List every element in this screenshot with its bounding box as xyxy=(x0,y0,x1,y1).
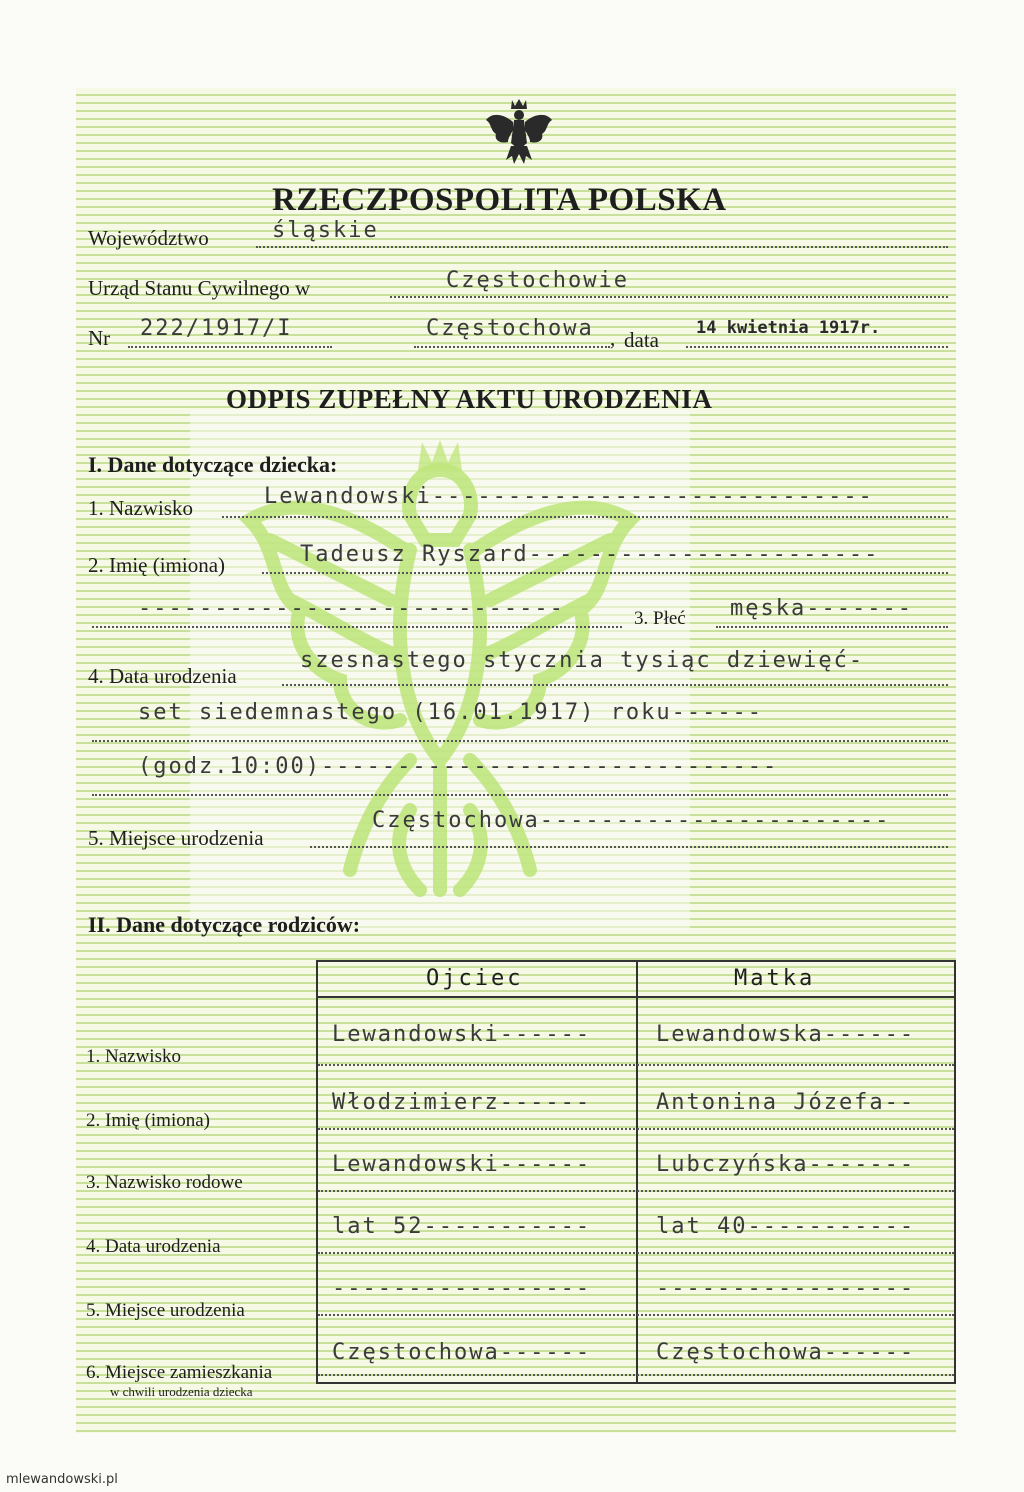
parent-maiden-name-label: 3. Nazwisko rodowe xyxy=(86,1172,243,1193)
table-row-dotted-line xyxy=(318,1374,954,1376)
date-label: data xyxy=(624,328,659,352)
mother-residence: Częstochowa------ xyxy=(656,1340,916,1365)
child-birth-date-line-2: set siedemnastego (16.01.1917) roku------ xyxy=(138,700,764,725)
mother-maiden-name: Lubczyńska------- xyxy=(656,1152,916,1177)
registry-office-dotted-line xyxy=(390,296,948,298)
parent-residence-note: w chwili urodzenia dziecka xyxy=(110,1384,253,1399)
parent-names-label: 2. Imię (imiona) xyxy=(86,1110,210,1131)
table-row-dotted-line xyxy=(318,1064,954,1066)
child-names-cont-dotted-line xyxy=(92,626,622,628)
mother-birth-place: ----------------- xyxy=(656,1276,916,1301)
voivodeship-dotted-line xyxy=(256,246,948,248)
child-birth-place-dotted-line xyxy=(310,846,948,848)
table-row-dotted-line xyxy=(318,1190,954,1192)
child-birth-date-dotted-line-3 xyxy=(92,794,948,796)
voivodeship-label: Województwo xyxy=(88,226,209,250)
table-row-dotted-line xyxy=(318,1128,954,1130)
child-birth-date-line-3: (godz.10:00)------------------------------ xyxy=(138,754,779,779)
country-title: RZECZPOSPOLITA POLSKA xyxy=(272,182,727,218)
father-birth-date: lat 52----------- xyxy=(332,1214,592,1239)
registry-office-label: Urząd Stanu Cywilnego w xyxy=(88,276,311,300)
child-birth-place-value: Częstochowa----------------------- xyxy=(372,808,891,833)
nr-label: Nr xyxy=(88,326,111,350)
mother-column-header: Matka xyxy=(734,966,816,991)
parent-birth-date-label: 4. Data urodzenia xyxy=(86,1236,221,1257)
table-header-divider xyxy=(318,996,954,998)
date-dotted-line xyxy=(686,346,948,348)
nr-value: 222/1917/I xyxy=(140,316,293,341)
document-title: ODPIS ZUPEŁNY AKTU URODZENIA xyxy=(226,384,713,414)
child-surname-label: 1. Nazwisko xyxy=(88,496,193,520)
issue-place-value: Częstochowa xyxy=(426,316,594,341)
nr-dotted-line xyxy=(128,346,332,348)
child-names-dotted-line xyxy=(262,572,948,574)
child-sex-value: męska------- xyxy=(730,596,913,621)
father-maiden-name: Lewandowski------ xyxy=(332,1152,592,1177)
place-dotted-line xyxy=(414,346,610,348)
issue-date-value: 14 kwietnia 1917r. xyxy=(696,318,881,338)
child-surname-value: Lewandowski----------------------------- xyxy=(264,484,874,509)
child-birth-date-dotted-line-2 xyxy=(92,740,948,742)
child-sex-label: 3. Płeć xyxy=(634,608,686,629)
father-column-header: Ojciec xyxy=(426,966,524,991)
voivodeship-value: śląskie xyxy=(272,218,379,243)
father-residence: Częstochowa------ xyxy=(332,1340,592,1365)
child-surname-dotted-line xyxy=(222,516,948,518)
table-row-dotted-line xyxy=(318,1314,954,1316)
child-names-label: 2. Imię (imiona) xyxy=(88,553,226,577)
website-watermark: mlewandowski.pl xyxy=(6,1472,118,1487)
child-birth-date-label: 4. Data urodzenia xyxy=(88,664,237,688)
child-sex-dotted-line xyxy=(716,626,948,628)
father-birth-place: ----------------- xyxy=(332,1276,592,1301)
mother-names: Antonina Józefa-- xyxy=(656,1090,916,1115)
father-surname: Lewandowski------ xyxy=(332,1022,592,1047)
parents-section-title: II. Dane dotyczące rodziców: xyxy=(88,912,361,937)
mother-birth-date: lat 40----------- xyxy=(656,1214,916,1239)
child-names-continuation: ---------------------------- xyxy=(138,596,565,621)
mother-surname: Lewandowska------ xyxy=(656,1022,916,1047)
parent-birth-place-label: 5. Miejsce urodzenia xyxy=(86,1300,245,1321)
child-section-title: I. Dane dotyczące dziecka: xyxy=(88,452,338,477)
comma: , xyxy=(610,326,616,350)
child-names-value: Tadeusz Ryszard----------------------- xyxy=(300,542,880,567)
child-birth-place-label: 5. Miejsce urodzenia xyxy=(88,826,264,850)
table-column-divider xyxy=(636,962,638,1382)
child-birth-date-line-1: szesnastego stycznia tysiąc dziewięć- xyxy=(300,648,865,673)
child-birth-date-dotted-line-1 xyxy=(282,684,948,686)
parent-residence-label: 6. Miejsce zamieszkania xyxy=(86,1362,273,1383)
father-names: Włodzimierz------ xyxy=(332,1090,592,1115)
registry-office-value: Częstochowie xyxy=(446,268,629,293)
parent-surname-label: 1. Nazwisko xyxy=(86,1046,181,1067)
table-row-dotted-line xyxy=(318,1252,954,1254)
polish-eagle-icon xyxy=(484,98,554,168)
